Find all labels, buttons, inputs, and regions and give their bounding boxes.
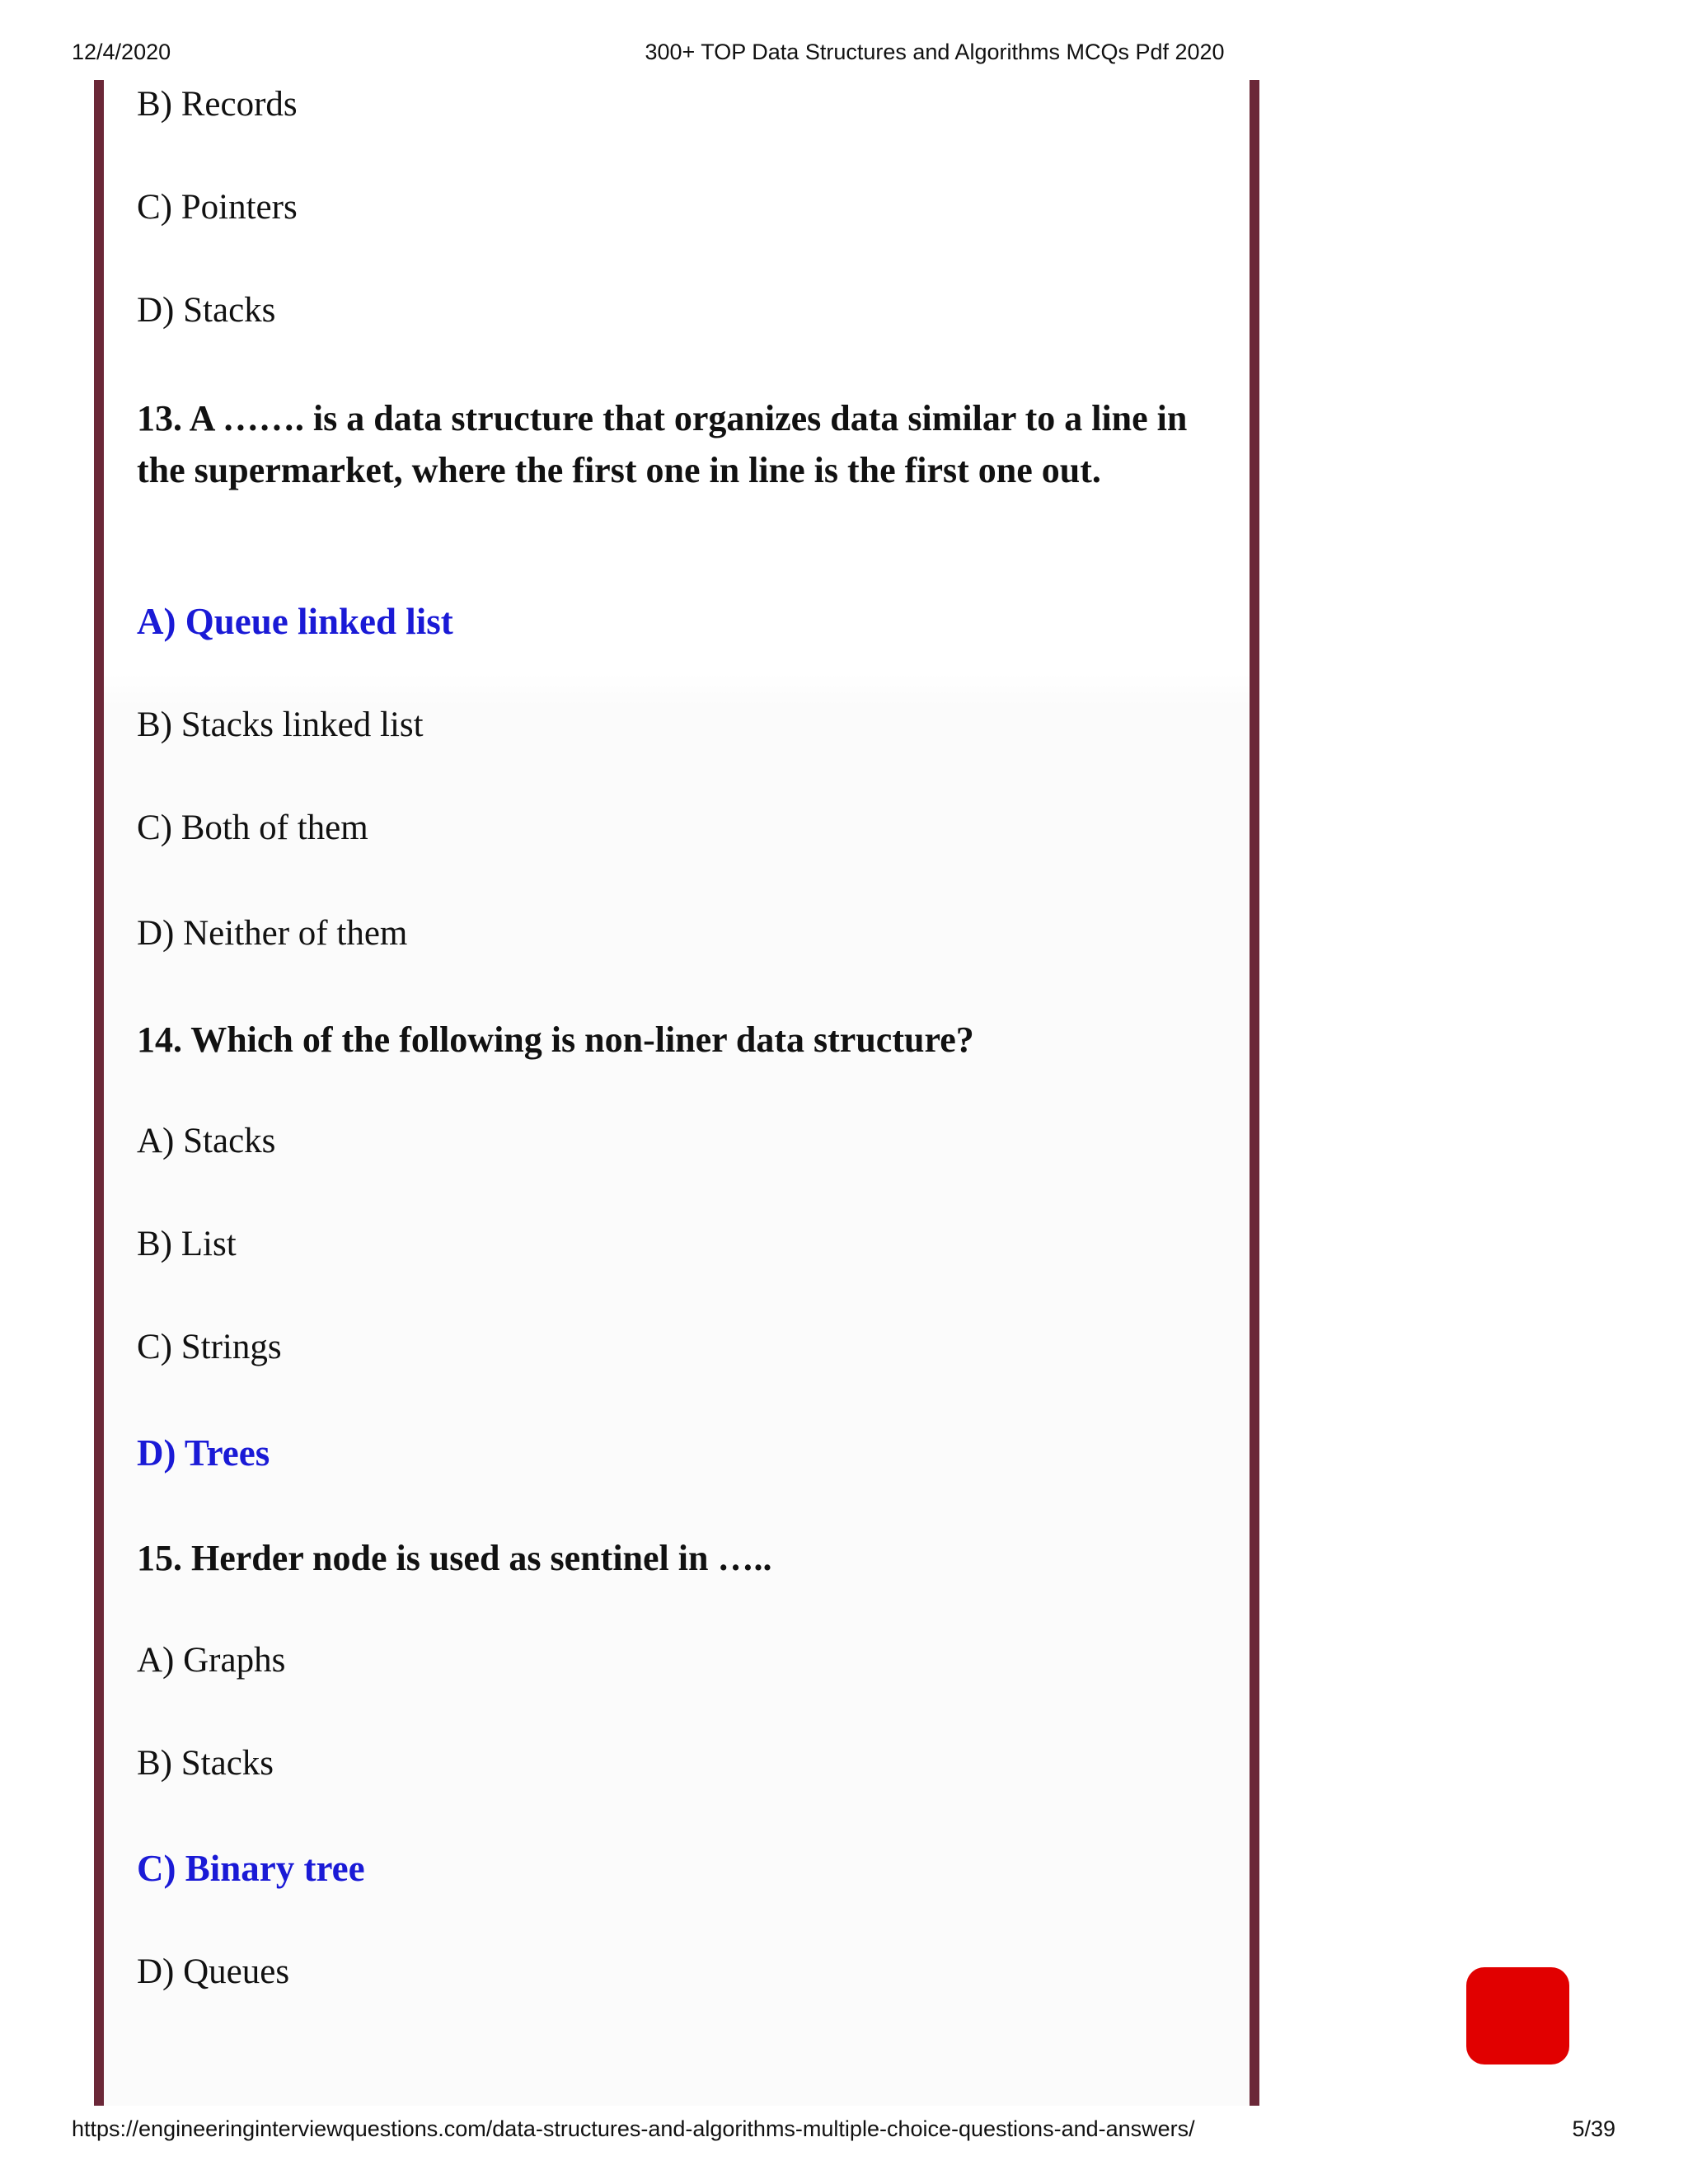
option-q14-b: B) List [137, 1225, 237, 1263]
option-q12-b: B) Records [137, 85, 298, 124]
option-q13-d: D) Neither of them [137, 914, 408, 953]
page-number: 5/39 [1572, 2116, 1615, 2141]
option-q14-c: C) Strings [137, 1328, 282, 1366]
option-q12-d: D) Stacks [137, 291, 276, 330]
print-footer [0, 2116, 1688, 2146]
option-q15-c-answer: C) Binary tree [137, 1848, 365, 1889]
floating-action-button[interactable] [1466, 1967, 1569, 2064]
question-14: 14. Which of the following is non-liner data structure? [137, 1019, 974, 1060]
print-date: 12/4/2020 [72, 40, 171, 64]
content-frame [94, 80, 1259, 2106]
option-q15-a: A) Graphs [137, 1641, 286, 1680]
option-q14-d-answer: D) Trees [137, 1432, 270, 1474]
option-q13-c: C) Both of them [137, 808, 368, 847]
option-q13-a-answer: A) Queue linked list [137, 601, 453, 642]
print-header [0, 40, 1688, 69]
option-q14-a: A) Stacks [137, 1122, 276, 1160]
question-15: 15. Herder node is used as sentinel in ….. [137, 1538, 772, 1578]
option-q15-d: D) Queues [137, 1952, 290, 1991]
print-url: https://engineeringinterviewquestions.com/data-structures-and-algorithms-multiple-choice-questions-and-answers/ [72, 2116, 1195, 2141]
question-13: 13. A ……. is a data structure that organizes data similar to a line in the supermarket, where the first one in line is the first one out. [137, 398, 1188, 490]
option-q13-b: B) Stacks linked list [137, 705, 424, 744]
print-title: 300+ TOP Data Structures and Algorithms MCQs Pdf 2020 [645, 40, 1225, 64]
option-q12-c: C) Pointers [137, 188, 298, 227]
option-q15-b: B) Stacks [137, 1744, 274, 1783]
